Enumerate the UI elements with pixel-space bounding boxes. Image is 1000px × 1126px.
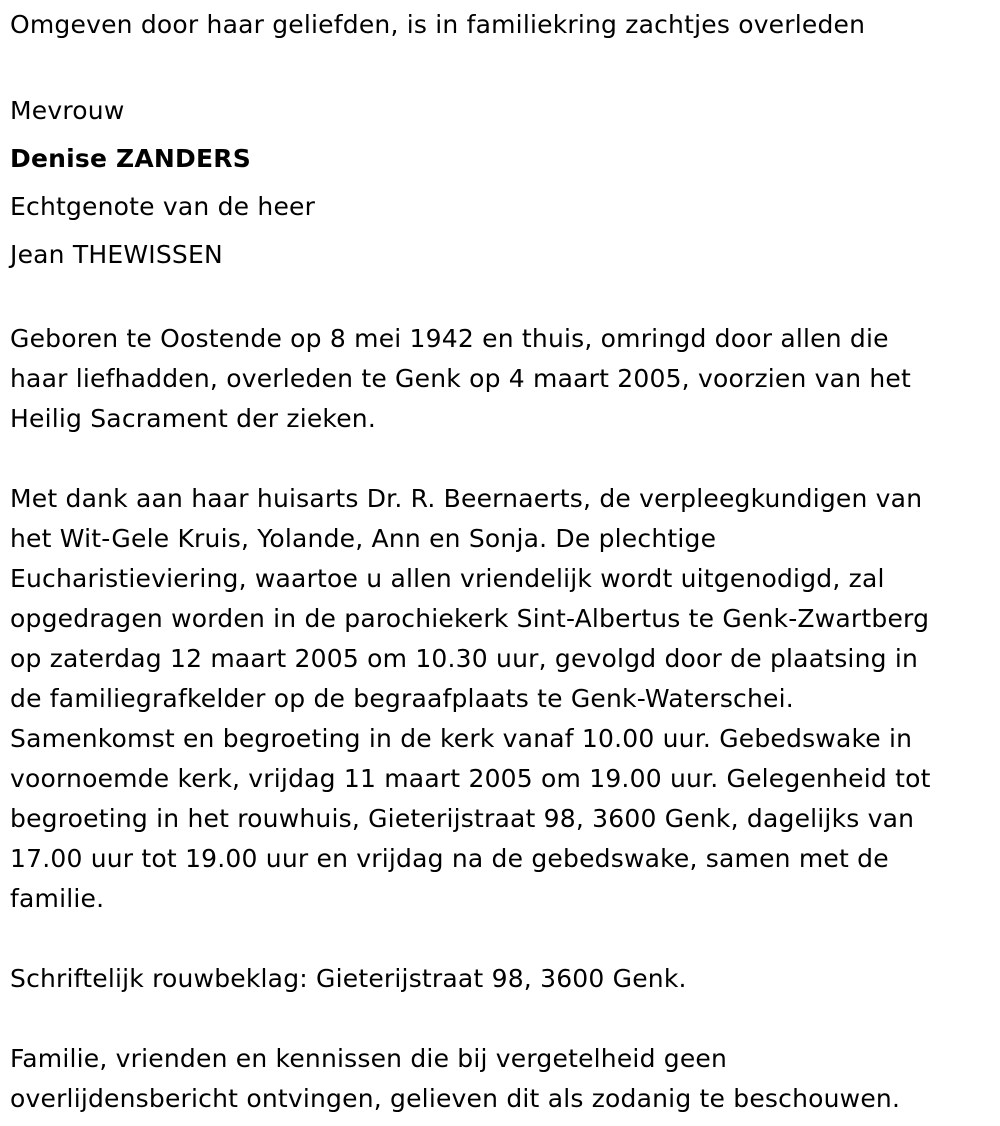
paragraph-line: de familiegrafkelder op de begraafplaats te Genk-Waterschei. — [10, 684, 794, 713]
salutation: Mevrouw — [10, 96, 125, 125]
paragraph-line: Eucharistieviering, waartoe u allen vriendelijk wordt uitgenodigd, zal — [10, 564, 885, 593]
paragraph-line: Familie, vrienden en kennissen die bij vergetelheid geen — [10, 1044, 728, 1073]
relation-line: Echtgenote van de heer — [10, 192, 316, 221]
paragraph-line: begroeting in het rouwhuis, Gieterijstraat 98, 3600 Genk, dagelijks van — [10, 804, 915, 833]
paragraph-line: opgedragen worden in de parochiekerk Sint-Albertus te Genk-Zwartberg — [10, 604, 930, 633]
paragraph-line: Samenkomst en begroeting in de kerk vanaf 10.00 uur. Gebedswake in — [10, 724, 913, 753]
paragraph-line: familie. — [10, 884, 105, 913]
paragraph-line: voornoemde kerk, vrijdag 11 maart 2005 om 19.00 uur. Gelegenheid tot — [10, 764, 931, 793]
paragraph-line: Met dank aan haar huisarts Dr. R. Beernaerts, de verpleegkundigen van — [10, 484, 923, 513]
paragraph-line: 17.00 uur tot 19.00 uur en vrijdag na de gebedswake, samen met de — [10, 844, 889, 873]
paragraph-line: Geboren te Oostende op 8 mei 1942 en thuis, omringd door allen die — [10, 324, 889, 353]
closing-paragraph — [10, 1039, 995, 1119]
spouse-name: Jean THEWISSEN — [10, 240, 223, 269]
condolence-address: Schriftelijk rouwbeklag: Gieterijstraat 98, 3600 Genk. — [10, 964, 687, 993]
paragraph-line: Heilig Sacrament der zieken. — [10, 404, 376, 433]
ceremony-paragraph — [10, 479, 995, 919]
paragraph-line: op zaterdag 12 maart 2005 om 10.30 uur, gevolgd door de plaatsing in — [10, 644, 919, 673]
paragraph-line: haar liefhadden, overleden te Genk op 4 maart 2005, voorzien van het — [10, 364, 912, 393]
intro-line: Omgeven door haar geliefden, is in familiekring zachtjes overleden — [10, 10, 866, 39]
deceased-name: Denise ZANDERS — [10, 144, 251, 173]
condolence-paragraph — [10, 959, 995, 999]
death-notice — [10, 0, 995, 1119]
paragraph-line: het Wit-Gele Kruis, Yolande, Ann en Sonja. De plechtige — [10, 524, 717, 553]
paragraph-line: overlijdensbericht ontvingen, gelieven dit als zodanig te beschouwen. — [10, 1084, 901, 1113]
birth-paragraph — [10, 319, 995, 439]
